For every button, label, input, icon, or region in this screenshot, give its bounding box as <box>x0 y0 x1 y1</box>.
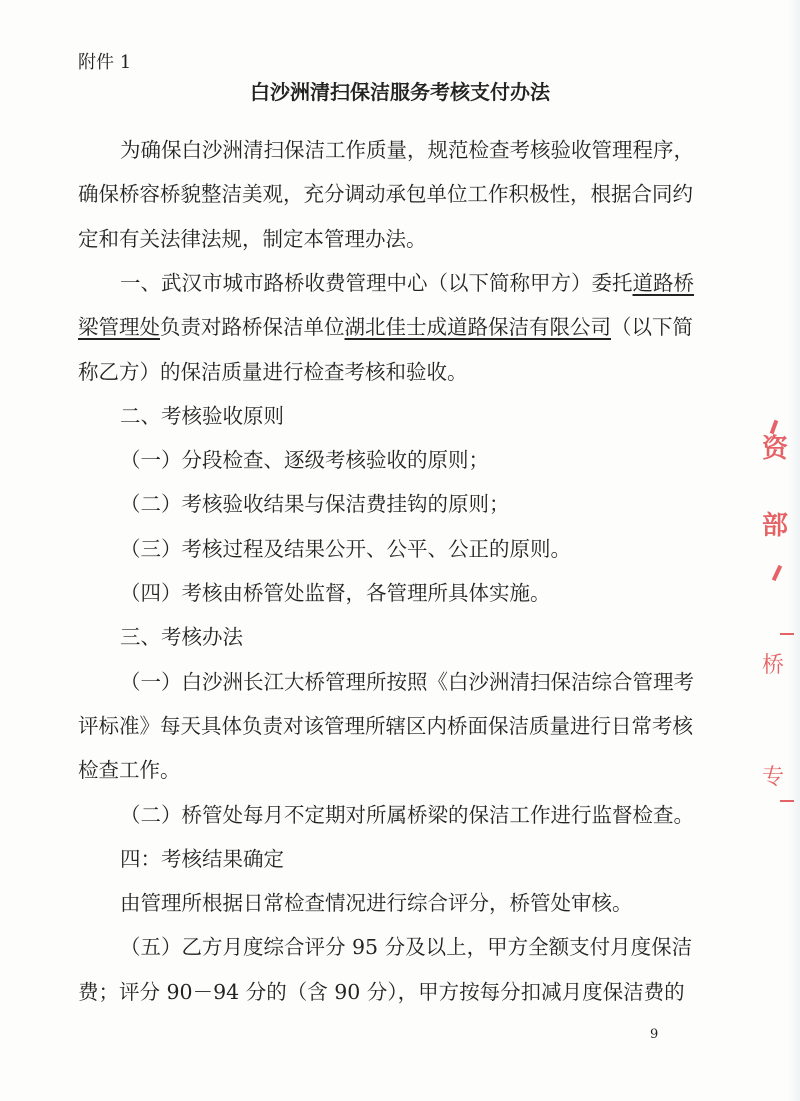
text-run: （三）考核过程及结果公开、公平、公正的原则。 <box>120 536 571 561</box>
text-run: （二）桥管处每月不定期对所属桥梁的保洁工作进行监督检查。 <box>120 802 694 827</box>
text-run: （一）分段检查、逐级考核验收的原则； <box>120 448 489 473</box>
text-run: 由管理所根据日常检查情况进行综合评分，桥管处审核。 <box>120 891 633 916</box>
text-line <box>120 491 672 517</box>
seal-fragment: 部 <box>762 511 789 541</box>
text-run: 费；评分 90－94 分的（含 90 分），甲方按每分扣减月度保洁费的 <box>78 979 685 1004</box>
text-run: （以下简 <box>611 315 693 340</box>
text-run: （二）考核验收结果与保洁费挂钩的原则； <box>120 492 510 517</box>
text-line <box>120 536 672 562</box>
seal-fragment: 桥 <box>762 653 785 678</box>
text-line <box>120 890 672 916</box>
page-number: 9 <box>650 1027 659 1042</box>
text-line <box>120 624 672 650</box>
text-run: 三、考核办法 <box>120 625 243 650</box>
text-line <box>120 934 693 960</box>
seal-fragment: 资 <box>762 434 789 464</box>
text-line <box>120 270 694 296</box>
document-title <box>0 76 800 105</box>
title-text: 白沙洲清扫保洁服务考核支付办法 <box>250 80 550 104</box>
text-line <box>120 802 694 828</box>
text-line <box>120 447 672 473</box>
text-run: 确保桥容桥貌整洁美观，充分调动承包单位工作积极性，根据合同约 <box>78 182 693 207</box>
text-line <box>78 713 693 739</box>
scan-edge <box>788 0 800 1101</box>
text-line <box>78 757 672 783</box>
text-line <box>78 226 672 252</box>
text-line <box>120 137 694 163</box>
text-line <box>120 669 694 695</box>
text-run: （四）考核由桥管处监督，各管理所具体实施。 <box>120 581 551 605</box>
text-run: 定和有关法律法规，制定本管理办法。 <box>78 226 427 251</box>
text-line <box>120 846 672 872</box>
underlined-text: 梁管理处 <box>78 315 160 340</box>
text-run: 检查工作。 <box>78 758 181 783</box>
text-line <box>78 181 693 207</box>
text-line <box>78 359 672 385</box>
seal-mark <box>772 565 782 581</box>
text-line <box>78 314 693 340</box>
text-run: 评标准》每天具体负责对该管理所辖区内桥面保洁质量进行日常考核 <box>78 713 693 738</box>
seal-mark <box>780 633 794 635</box>
text-run: 四：考核结果确定 <box>120 846 284 871</box>
text-line <box>120 403 672 429</box>
text-run: 为确保白沙洲清扫保洁工作质量，规范检查考核验收管理程序， <box>120 138 694 162</box>
seal-mark <box>780 800 794 802</box>
text-run: 一、武汉市城市路桥收费管理中心（以下简称甲方）委托 <box>120 270 633 295</box>
text-run: 二、考核验收原则 <box>120 403 284 428</box>
text-run: 负责对路桥保洁单位 <box>160 315 345 340</box>
text-run: 称乙方）的保洁质量进行检查考核和验收。 <box>78 359 468 384</box>
underlined-text: 湖北佳士成道路保洁有限公司 <box>344 315 611 340</box>
text-line <box>78 979 685 1005</box>
text-run: （一）白沙洲长江大桥管理所按照《白沙洲清扫保洁综合管理考 <box>120 669 694 694</box>
text-line <box>120 580 672 606</box>
attachment-label: 附件 1 <box>78 52 132 73</box>
seal-fragment: 专 <box>762 765 785 790</box>
underlined-text: 道路桥 <box>632 270 694 295</box>
text-run: （五）乙方月度综合评分 95 分及以上，甲方全额支付月度保洁 <box>120 935 693 960</box>
